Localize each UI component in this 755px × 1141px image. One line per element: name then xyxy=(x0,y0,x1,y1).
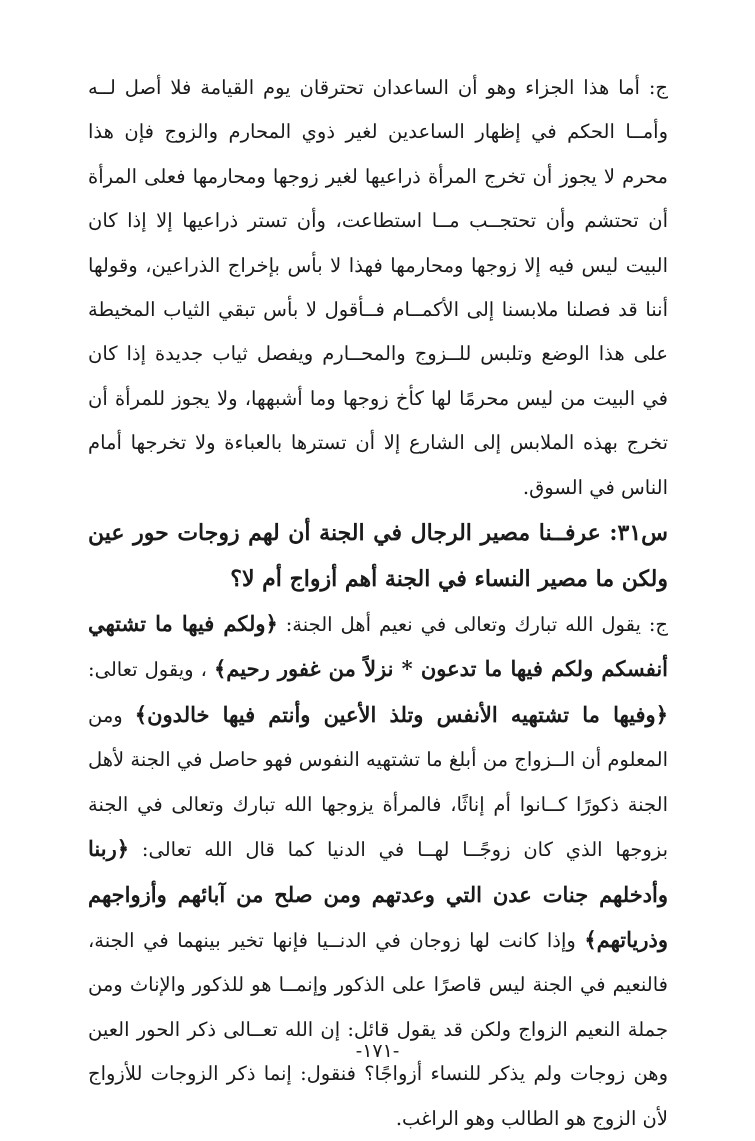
answer-connector-1: ، ويقول تعالى: xyxy=(88,658,214,682)
page-content xyxy=(88,66,668,1141)
quran-verse-1: ﴿ولكم فيها ما تشتهي أنفسكم ولكم فيها ما تدعون * نزلاً من غفور رحيم﴾ xyxy=(88,611,669,682)
quran-verse-3: ﴿ربنا وأدخلهم جنات عدن التي وعدتهم ومن صلح من آبائهم وأزواجهم وذرياتهم﴾ xyxy=(88,836,668,952)
page-number: -١٧١- xyxy=(355,1040,400,1062)
question-31-heading: س٣١: عرفــنا مصير الرجال في الجنة أن لهم زوجات حور عين ولكن ما مصير النساء في الجنة أهم أزواج أم لا؟ xyxy=(88,520,668,593)
answer-conclusion: وإذا كانت لها زوجان في الدنــيا فإنها تخير بينهما في الجنة، فالنعيم في الجنة ليس قاصرًا على الذكور وإنمــا هو للذكور والإناث ومن جملة النعيم الزواج ولكن قد يقول قائل: إن الله تعــالى ذكر الحور العين وهن زوجات ولم يذكر للنساء أزواجًا؟ فنقول: إنما ذكر الزوجات للأزواج لأن الزوج هو الطالب وهو الراغب. xyxy=(88,928,668,1130)
answer-paragraph-1: ج: أما هذا الجزاء وهو أن الساعدان تحترقان يوم القيامة فلا أصل لــه وأمــا الحكم في إظهار الساعدين لغير ذوي المحارم والزوج فإن هذا محرم لا يجوز أن تخرج المرأة ذراعيها لغير زوجها ومحارمها فعلى المرأة أن تحتشم وأن تحتجــب مــا استطاعت، وأن تستر ذراعيها إلا إذا كان البيت ليس فيه إلا زوجها ومحارمها فهذا لا بأس بإخراج الذراعين، وقولها أننا قد فصلنا ملابسنا إلى الأكمــام فــأقول لا بأس تبقي الثياب المخيطة على هذا الوضع وتلبس للــزوج والمحــارم ويفصل ثياب جديدة إذا كان في البيت من ليس محرمًا لها كأخ زوجها وما أشبهها، ولا يجوز للمرأة أن تخرج بهذه الملابس إلى الشارع إلا أن تسترها بالعباءة ولا تخرجها أمام الناس في السوق. xyxy=(88,76,668,499)
answer-connector-2: ومن المعلوم أن الــزواج من أبلغ ما تشتهيه النفوس فهو حاصل في الجنة لأهل الجنة ذكورًا كــانوا أم إناثًا، فالمرأة يزوجها الله تبارك وتعالى في الجنة بزوجها الذي كان زوجًــا لهــا في الدنيا كما قال الله تعالى: xyxy=(88,703,668,862)
answer-intro: ج: يقول الله تبارك وتعالى في نعيم أهل الجنة: xyxy=(277,613,668,637)
quran-verse-2: ﴿وفيها ما تشتهيه الأنفس وتلذ الأعين وأنتم فيها خالدون﴾ xyxy=(134,701,668,727)
